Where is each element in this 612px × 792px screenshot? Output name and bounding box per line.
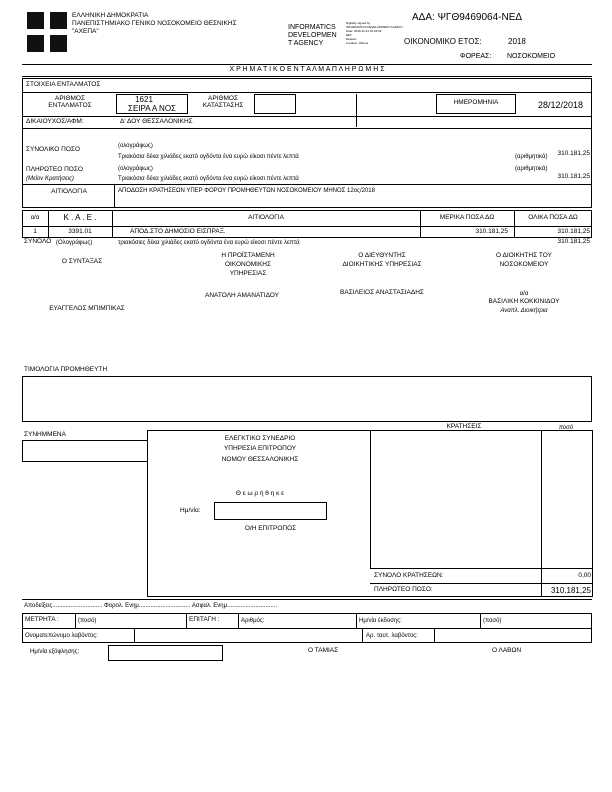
signature-stamp-4: EET <box>346 33 352 37</box>
sum-words-label: (Ολογράφως) <box>56 240 93 246</box>
beneficiary-value: Δ' ΔΟΥ ΘΕΣΣΑΛΟΝΙΚΗΣ <box>120 118 193 125</box>
issue-date-field[interactable]: Ημ/νία έκδοσης: <box>359 618 402 624</box>
col-total: ΟΛΙΚΑ ΠΟΣΑ ΔΩ <box>528 214 578 221</box>
signature-stamp-3: Date: 2018.12.31 10:34:52 <box>346 29 382 33</box>
beneficiary-label: ΔΙΚΑΙΟΥΧΟΣ/ΑΦΜ: <box>26 118 84 125</box>
signature-stamp-5: Reason: <box>346 37 358 41</box>
logo <box>27 12 67 52</box>
cheque-amount-field[interactable]: (ποσό) <box>483 618 502 624</box>
fiscal-year: 2018 <box>508 37 526 46</box>
payable-label-2: (Μείον Κρατήσεις) <box>26 176 74 182</box>
deductions-amount-header: ποσό <box>558 425 574 431</box>
audit-line-2: ΥΠΗΡΕΣΙΑ ΕΠΙΤΡΟΠΟΥ <box>223 445 297 452</box>
economic-title-3: ΥΠΗΡΕΣΙΑΣ <box>229 270 267 277</box>
governor-pp: α/α <box>519 291 529 297</box>
audit-line-3: ΝΟΜΟΥ ΘΕΣΣΑΛΟΝΙΚΗΣ <box>221 456 299 463</box>
signature-stamp-1: Digitally signed by <box>346 21 371 25</box>
software-line-1: INFORMATICS <box>288 24 336 31</box>
economic-name: ΑΝΑΤΟΛΗ ΑΜΑΝΑΤΙΔΟΥ <box>205 292 279 299</box>
governor-title-2: ΝΟΣΟΚΟΜΕΙΟΥ <box>499 261 549 268</box>
katastasi-label-1: ΑΡΙΘΜΟΣ <box>207 95 239 102</box>
payable-words-label: (ολογράφως) <box>118 166 153 172</box>
arithmos-label-2: ΕΝΤΑΛΜΑΤΟΣ <box>48 102 92 109</box>
reason-label: ΑΙΤΙΟΛΟΓΙΑ <box>51 188 87 195</box>
col-kae: Κ . Α . Ε . <box>63 213 97 222</box>
composer-name: ΕΥΑΓΓΕΛΟΣ ΜΠΙΜΠΙΚΑΣ <box>49 305 125 312</box>
col-partial: ΜΕΡΙΚΑ ΠΟΣΑ ΔΩ <box>439 214 495 221</box>
payable-digits: 310.181,25 <box>557 173 590 180</box>
total-digits-label: (αριθμητικά) <box>515 154 548 160</box>
governor-name: ΒΑΣΙΛΙΚΗ ΚΟΚΚΙΝΙΔΟΥ <box>488 298 560 305</box>
katastasi-box <box>254 94 296 114</box>
clear-date-label: Ημ/νία εξόφλησης: <box>30 649 80 655</box>
audit-commissioner: Ο/Η ΕΠΙΤΡΟΠΟΣ <box>244 525 297 532</box>
total-label: ΣΥΝΟΛΙΚΟ ΠΟΣΟ <box>26 146 80 153</box>
sum-label: ΣΥΝΟΛΟ <box>24 238 52 245</box>
reason-value: ΑΠΟΔΟΣΗ ΚΡΑΤΗΣΕΩΝ ΥΠΕΡ ΦΟΡΟΥ ΠΡΟΜΗΘΕΥΤΩΝ ΝΟΣΟΚΟΜΕΙΟΥ ΜΗΝΟΣ 12ος/2018 <box>118 188 375 194</box>
software-line-2: DEVELOPMEN <box>288 32 337 39</box>
row-kae: 3391.01 <box>68 228 92 235</box>
signature-stamp-6: Location: Athens <box>346 41 369 45</box>
payable-total: 310.181,25 <box>550 586 591 595</box>
deductions-total-label: ΣΥΝΟΛΟ ΚΡΑΤΗΣΕΩΝ: <box>374 572 444 579</box>
director-title-1: Ο ΔΙΕΥΘΥΝΤΗΣ <box>358 252 406 259</box>
document-title: Χ Ρ Η Μ Α Τ Ι Κ Ο Ε Ν Τ Α Λ Μ Α Π Λ Η Ρ Ω Μ Η Σ <box>229 66 385 73</box>
attachments-box <box>22 440 148 462</box>
sum-total: 310.181,25 <box>557 238 590 245</box>
audit-approved: Θ ε ω ρ ή θ η κ ε <box>235 490 285 497</box>
row-aa: 1 <box>33 228 37 235</box>
economic-title-2: ΟΙΚΟΝΟΜΙΚΗΣ <box>224 261 272 268</box>
details-label: ΣΤΟΙΧΕΙΑ ΕΝΤΑΛΜΑΤΟΣ <box>26 81 101 88</box>
deductions-header: ΚΡΑΤΗΣΕΙΣ <box>446 423 482 430</box>
org-line-2: ΠΑΝΕΠΙΣΤΗΜΙΑΚΟ ΓΕΝΙΚΟ ΝΟΣΟΚΟΜΕΙΟ ΘΕΣΝΙΚΗΣ <box>72 20 237 27</box>
total-words-label: (ολογράφως) <box>118 143 153 149</box>
date-label: ΗΜΕΡΟΜΗΝΙΑ <box>453 99 499 106</box>
seira-value: ΣΕΙΡΑ Α ΝΟΣ <box>128 104 176 113</box>
row-total: 310.181,25 <box>557 228 590 235</box>
invoices-label: ΤΙΜΟΛΟΓΙΑ ΠΡΟΜΗΘΕΥΤΗ <box>24 366 108 373</box>
metrita-label: ΜΕΤΡΗΤΑ : <box>25 616 59 623</box>
signature-stamp-2: INFORMATICS DEVELOPMENT AGENCY <box>346 25 404 29</box>
ada-code: ΑΔΑ: ΨΓΘ9469064-ΝΕΔ <box>412 12 523 23</box>
org-line-1: ΕΛΛΗΝΙΚΗ ΔΗΜΟΚΡΑΤΙΑ <box>72 12 149 19</box>
foreas-label: ΦΟΡΕΑΣ: <box>460 53 492 60</box>
invoices-box <box>22 376 592 422</box>
total-words: Τριακόσια δέκα χιλιάδες εκατό ογδόντα ένα ευρώ είκοσι πέντε λεπτά <box>118 154 299 160</box>
software-line-3: T AGENCY <box>288 40 324 47</box>
economic-title-1: Η ΠΡΟΪΣΤΑΜΕΝΗ <box>221 252 275 259</box>
receiver-name-label: Ονοματεπώνυμο λαβόντος: <box>25 633 98 639</box>
payable-words: Τριακόσια δέκα χιλιάδες εκατό ογδόντα ένα ευρώ είκοσι πέντε λεπτά <box>118 176 299 182</box>
deductions-total: 0,00 <box>578 572 591 579</box>
row-reason: ΑΠΟΔ.ΣΤΟ ΔΗΜΟΣΙΟ ΕΙΣΠΡΑΞ. <box>130 228 226 235</box>
col-reason: ΑΙΤΙΟΛΟΓΙΑ <box>248 214 284 221</box>
cashier-label: Ο ΤΑΜΙΑΣ <box>308 647 339 654</box>
governor-role: Αναπλ. Διοικήτρια <box>500 308 548 314</box>
director-name: ΒΑΣΙΛΕΙΟΣ ΑΝΑΣΤΑΣΙΑΔΗΣ <box>340 289 424 296</box>
col-aa: α/α <box>30 215 40 221</box>
cheque-label: ΕΠΙΤΑΓΗ : <box>189 616 220 623</box>
arithmos-label-1: ΑΡΙΘΜΟΣ <box>54 95 86 102</box>
director-title-2: ΔΙΟΙΚΗΤΙΚΗΣ ΥΠΗΡΕΣΙΑΣ <box>342 261 422 268</box>
receiver-label: Ο ΛΑΒΩΝ <box>492 647 522 654</box>
sum-words: τριακόσιες δέκα χιλιάδες εκατό ογδόντα ένα ευρώ είκοσι πέντε λεπτά <box>118 240 300 246</box>
total-digits: 310.181,25 <box>557 150 590 157</box>
katastasi-label-2: ΚΑΤΑΣΤΑΣΗΣ <box>202 102 244 109</box>
row-partial: 310.181,25 <box>475 228 508 235</box>
date-value: 28/12/2018 <box>538 100 584 110</box>
audit-line-1: ΕΛΕΓΚΤΙΚΟ ΣΥΝΕΔΡΙΟ <box>224 435 296 442</box>
fiscal-year-label: ΟΙΚΟΝΟΜΙΚΟ ΕΤΟΣ: <box>404 37 482 46</box>
composer-title: Ο ΣΥΝΤΑΞΑΣ <box>61 258 103 265</box>
metrita-amount-field[interactable]: (ποσό) <box>78 618 97 624</box>
receipts-line: Αποδείξεις.............................. Φορολ. Ενημ............................... Ασφαλ. Ενημ.............................. <box>24 603 278 609</box>
payable-label-1: ΠΛΗΡΩΤΕΟ ΠΟΣΟ <box>26 166 83 173</box>
clear-date-input[interactable] <box>108 645 223 661</box>
receiver-id-label: Αρ. ταυτ. λαβόντος: <box>366 633 418 639</box>
arithmos-value: 1621 <box>135 95 153 104</box>
audit-date-label: Ημ/νία: <box>180 507 201 514</box>
governor-title-1: Ο ΔΙΟΙΚΗΤΗΣ ΤΟΥ <box>496 252 552 259</box>
payable-digits-label: (αριθμητικά) <box>515 166 548 172</box>
cheque-number-field[interactable]: Αριθμός: <box>241 618 265 624</box>
org-line-3: "ΑΧΕΠΑ" <box>72 28 99 35</box>
audit-date-input[interactable] <box>214 502 327 520</box>
attachments-label: ΣΥΝΗΜΜΕΝΑ <box>24 431 66 438</box>
payable-total-label: ΠΛΗΡΩΤΕΟ ΠΟΣΟ: <box>374 586 433 593</box>
foreas: ΝΟΣΟΚΟΜΕΙΟ <box>507 53 556 60</box>
